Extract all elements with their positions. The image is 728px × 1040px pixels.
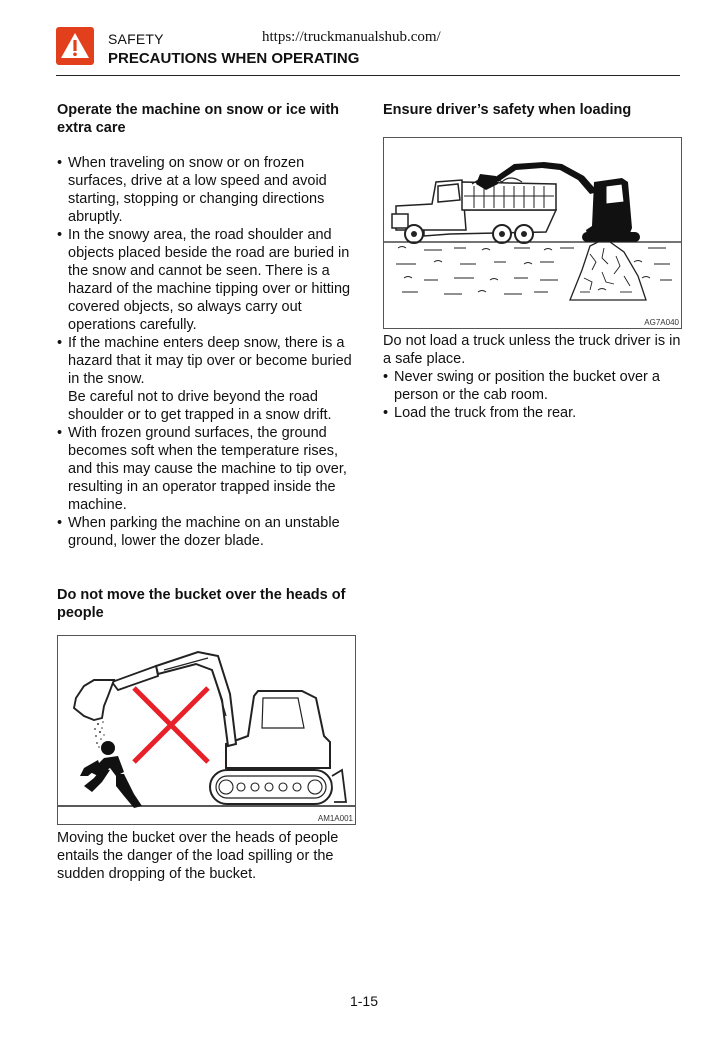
warning-triangle-icon bbox=[56, 27, 94, 65]
loading-text-block bbox=[383, 332, 681, 422]
snow-bullet-list bbox=[57, 154, 357, 550]
list-item: • If the machine enters deep snow, there is a hazard that it may tip over or become buried in the snow. Be careful not to drive beyond the road shoulder or to get trapped in a snow drift. bbox=[57, 334, 357, 424]
snow-heading: Operate the machine on snow or ice with extra care bbox=[57, 102, 339, 136]
bucket-caption: Moving the bucket over the heads of people entails the danger of the load spilling or the sudden dropping of the bucket. bbox=[57, 830, 339, 882]
header-divider bbox=[56, 75, 680, 76]
list-item: • When parking the machine on an unstable ground, lower the dozer blade. bbox=[57, 514, 357, 550]
bucket-over-person-figure bbox=[57, 635, 356, 825]
list-item: • In the snowy area, the road shoulder and objects placed beside the road are buried in the snow and cannot be seen. There is a hazard of the machine tipping over or hitting covered objects, so always carry out operations carefully. bbox=[57, 226, 357, 334]
list-item: • When traveling on snow or on frozen surfaces, drive at a low speed and avoid starting, stopping or changing directions abruptly. bbox=[57, 154, 357, 226]
truck-loading-figure bbox=[383, 137, 682, 329]
figure-code: AM1A001 bbox=[317, 814, 353, 823]
page-title: PRECAUTIONS WHEN OPERATING bbox=[108, 50, 360, 67]
page-number: 1-15 bbox=[349, 993, 379, 1009]
section-label: SAFETY bbox=[108, 31, 164, 47]
loading-intro: Do not load a truck unless the truck driver is in a safe place. bbox=[383, 333, 681, 367]
bucket-heading: Do not move the bucket over the heads of people bbox=[57, 587, 346, 621]
list-item: • With frozen ground surfaces, the ground becomes soft when the temperature rises, and this may cause the machine to tip over, resulting in an operator trapped inside the machine. bbox=[57, 424, 357, 514]
list-item: • Never swing or position the bucket over a person or the cab room. bbox=[383, 368, 681, 404]
figure-code: AG7A040 bbox=[644, 318, 679, 327]
loading-bullet-list bbox=[383, 368, 681, 422]
list-item-extra: Be careful not to drive beyond the road shoulder or to get trapped in a snow drift. bbox=[68, 389, 332, 423]
right-column-heading bbox=[383, 101, 681, 119]
loading-heading: Ensure driver’s safety when loading bbox=[383, 102, 632, 118]
list-item: • Load the truck from the rear. bbox=[383, 404, 681, 422]
bucket-caption-block bbox=[57, 829, 357, 883]
excavator-hazard-illustration bbox=[58, 636, 355, 824]
truck-loading-illustration bbox=[384, 138, 681, 328]
source-url[interactable]: https://truckmanualshub.com/ bbox=[262, 29, 441, 45]
left-column bbox=[57, 101, 357, 622]
